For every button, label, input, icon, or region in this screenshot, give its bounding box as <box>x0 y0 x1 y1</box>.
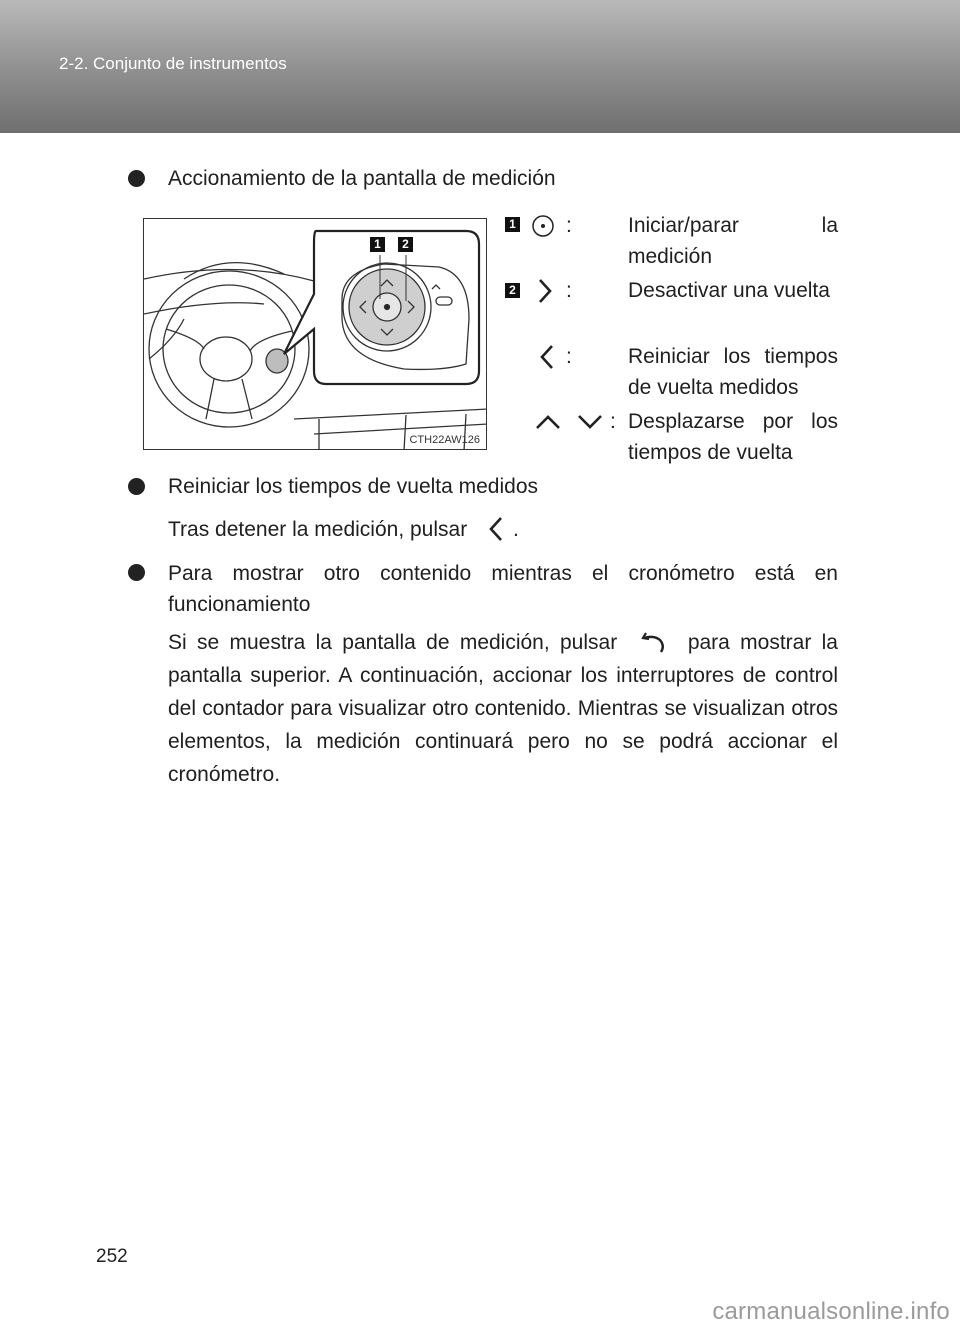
para-text: Si se muestra la pantalla de medición, pulsar <box>168 631 618 654</box>
bullet-icon <box>128 564 145 581</box>
para-text: para mostrar la pantalla superior. A continuación, accionar los interruptores de control del contador para visualizar otro contenido. Mientras se visualizan otros elementos, la medición continuará pero no se podrá accionar el cronómetro. <box>168 631 838 786</box>
para-text: Tras detener la medición, pulsar <box>168 518 468 541</box>
page-number: 252 <box>96 1246 128 1267</box>
legend-desc: Desplazarse por los tiempos de vuelta <box>628 410 838 464</box>
chevron-left-icon <box>538 344 556 370</box>
instruction-other-content <box>168 626 838 791</box>
illustration-code: CTH22AW126 <box>409 434 480 446</box>
para-text: . <box>513 518 519 541</box>
legend-desc: Iniciar/parar la medición <box>628 214 838 268</box>
legend-badge-2: 2 <box>505 283 520 298</box>
legend-desc: Desactivar una vuelta <box>628 279 830 302</box>
chevron-left-icon <box>487 516 505 542</box>
bullet-text: Accionamiento de la pantalla de medición <box>168 167 556 190</box>
center-dot-button-icon <box>531 214 555 238</box>
steering-switch-illustration <box>143 218 487 450</box>
bullet-text: Para mostrar otro contenido mientras el cronómetro está en funcionamiento <box>168 562 838 616</box>
legend-colon: : <box>566 279 572 302</box>
bullet-icon <box>128 478 145 495</box>
watermark: carmanualsonline.info <box>712 1298 950 1325</box>
legend-desc: Reiniciar los tiempos de vuelta medidos <box>628 345 838 399</box>
chevron-right-icon <box>536 278 554 304</box>
chevron-down-icon <box>576 413 604 431</box>
bullet-icon <box>128 170 145 187</box>
legend-badge-1: 1 <box>505 217 520 232</box>
legend-colon: : <box>610 410 616 433</box>
section-title: 2-2. Conjunto de instrumentos <box>59 54 287 73</box>
chevron-up-icon <box>534 413 562 431</box>
legend-colon: : <box>566 345 572 368</box>
illustration-drawing <box>144 219 487 450</box>
instruction-reset <box>168 513 838 546</box>
callout-badge-2: 2 <box>398 237 413 252</box>
legend-colon: : <box>566 214 572 237</box>
bullet-text: Reiniciar los tiempos de vuelta medidos <box>168 475 539 498</box>
callout-badge-1: 1 <box>370 237 385 252</box>
page-header <box>0 0 960 133</box>
return-arrow-icon <box>640 631 668 653</box>
